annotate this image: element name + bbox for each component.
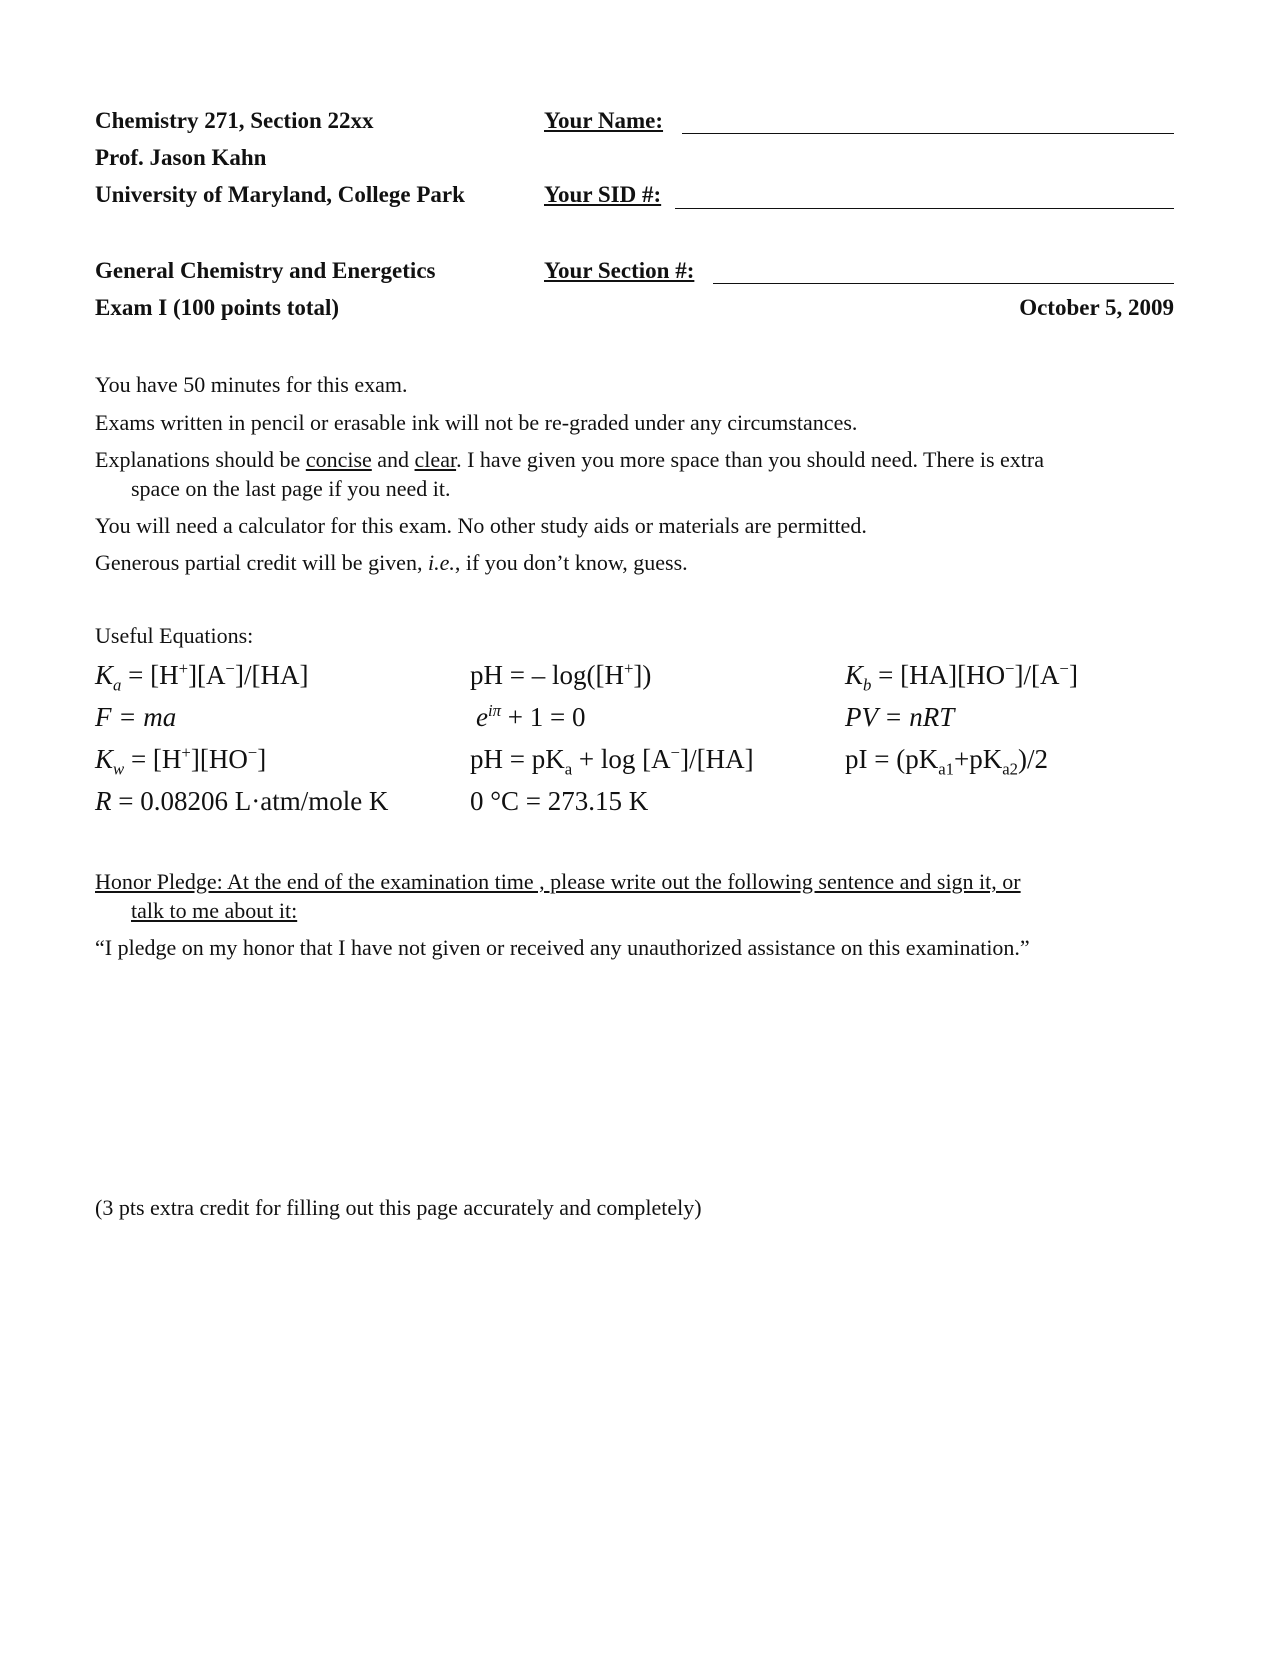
equation-euler: $e^{i\pi} + 1 = 0$ bbox=[476, 701, 586, 732]
expl-concise: concise bbox=[305, 447, 372, 472]
equation-kb: $K_b = [HA][HO^-]/[A^-]$ bbox=[845, 659, 1078, 695]
section-input-line[interactable] bbox=[713, 283, 1174, 284]
section-label: Your Section #: bbox=[544, 258, 695, 283]
expl-clear: clear bbox=[414, 447, 457, 472]
equation-gas-constant: R = 0.08206 L·atm/mole K bbox=[95, 786, 389, 816]
honor-pledge-instruction-line2: talk to me about it: bbox=[131, 898, 298, 923]
credit-ie: i.e. bbox=[427, 550, 455, 575]
instruction-credit bbox=[95, 550, 688, 576]
name-input-line[interactable] bbox=[682, 133, 1174, 134]
credit-post: , if you don’t know, guess. bbox=[454, 550, 688, 575]
equation-fma: F = ma bbox=[95, 702, 177, 732]
equation-pi: pI = $(pK_{a1}+pK_{a2})/2$ bbox=[845, 744, 1049, 779]
equation-pvnrt: PV = nRT bbox=[845, 702, 955, 732]
exam-title: Exam I (100 points total) bbox=[95, 295, 340, 320]
equation-ka: $K_a = [H^+][A^-]/[HA]$ bbox=[95, 659, 309, 695]
instruction-explanations-line2: space on the last page if you need it. bbox=[131, 476, 451, 501]
name-label: Your Name: bbox=[544, 108, 664, 133]
subject-title: General Chemistry and Energetics bbox=[95, 258, 436, 283]
sid-label: Your SID #: bbox=[544, 182, 662, 207]
equation-henderson-hasselbalch: pH = $pK_a + \log [A^-]/[HA]$ bbox=[470, 743, 754, 779]
equation-ph: pH = – log([H+]) bbox=[470, 659, 652, 690]
expl-text-post: . I have given you more space than you should need. There is extra bbox=[456, 447, 1044, 472]
honor-pledge-sentence: “I pledge on my honor that I have not given or received any unauthorized assistance on this examination.” bbox=[95, 935, 1030, 960]
extra-credit-note: (3 pts extra credit for filling out this page accurately and completely) bbox=[95, 1195, 702, 1220]
equation-kw: $K_w = [H^+][HO^-]$ bbox=[95, 743, 267, 779]
instruction-pencil: Exams written in pencil or erasable ink will not be re-graded under any circumstances. bbox=[95, 410, 858, 435]
equation-zero-celsius: 0 °C = 273.15 K bbox=[470, 786, 649, 816]
exam-date: October 5, 2009 bbox=[1019, 295, 1174, 320]
professor-name: Prof. Jason Kahn bbox=[95, 145, 267, 170]
expl-and: and bbox=[371, 447, 415, 472]
expl-text-pre: Explanations should be bbox=[95, 447, 306, 472]
honor-pledge-instruction: Honor Pledge: At the end of the examination time , please write out the following sentence and sign it, or bbox=[95, 869, 1021, 894]
credit-pre: Generous partial credit will be given, bbox=[95, 550, 428, 575]
equations-title: Useful Equations: bbox=[95, 623, 254, 648]
instruction-time: You have 50 minutes for this exam. bbox=[95, 372, 408, 397]
instruction-calculator: You will need a calculator for this exam. No other study aids or materials are permitted. bbox=[95, 513, 867, 538]
instruction-explanations bbox=[95, 447, 1044, 473]
sid-input-line[interactable] bbox=[675, 208, 1174, 209]
course-title: Chemistry 271, Section 22xx bbox=[95, 108, 374, 133]
university-name: University of Maryland, College Park bbox=[95, 182, 465, 207]
